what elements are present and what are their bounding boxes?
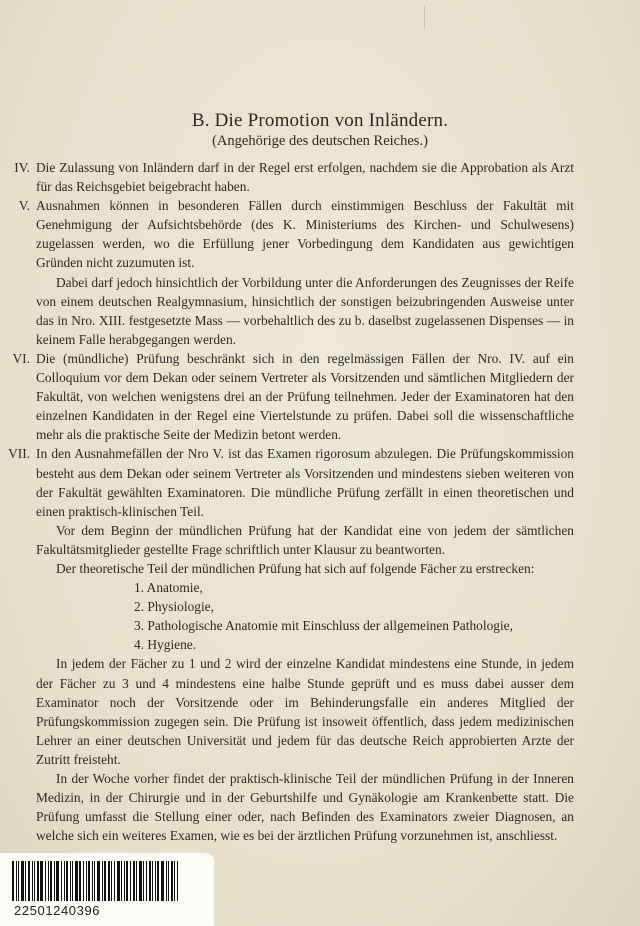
barcode-bar (133, 861, 135, 901)
barcode-bar (117, 861, 120, 901)
barcode-bar (111, 861, 112, 901)
barcode-bar (66, 861, 68, 901)
barcode-bar (21, 861, 24, 901)
barcode-bar (97, 861, 100, 901)
barcode-bar (54, 861, 55, 901)
barcode-bar (70, 861, 71, 901)
barcode-bar (56, 861, 59, 901)
barcode-bar (86, 861, 87, 901)
barcode-bar (130, 861, 131, 901)
list-item: 2. Physiologie, (134, 599, 214, 615)
paragraph-number: IV. (14, 160, 30, 175)
barcode-bar (48, 861, 49, 901)
paragraph-number: VI. (12, 350, 30, 366)
paragraph-vii-subjects (0, 559, 640, 578)
barcode-bar (18, 861, 19, 901)
barcode-bar (61, 861, 62, 901)
section-subtitle: (Angehörige des deutschen Reiches.) (212, 133, 428, 149)
barcode-bar (34, 861, 35, 901)
paragraph-text: In den Ausnahmefällen der Nro V. ist das Examen rigorosum abzulegen. Die Prüfungskommission besteht aus dem Dekan oder seinem Vertreter als Vorsitzenden und mindestens sieben weiteren von der Fakultät gewählten Examinatoren. Die mündliche Prüfung zerfällt in einen theoretischen und einen praktisch-klinischen Teil. (36, 446, 574, 519)
barcode-bar (102, 861, 103, 901)
barcode-bar (94, 861, 95, 901)
barcode-bar (124, 861, 125, 901)
barcode-bar (83, 861, 84, 901)
paragraph-vii-klausur (0, 521, 640, 559)
paragraph-vii (0, 444, 640, 520)
barcode-bar (45, 861, 46, 901)
barcode-bar (32, 861, 33, 901)
barcode-bar (139, 861, 142, 901)
barcode-bar (174, 861, 175, 901)
barcode-number: 22501240396 (14, 903, 101, 918)
paragraph-iv (0, 158, 640, 196)
barcode-bar (146, 861, 147, 901)
barcode-bar (177, 861, 178, 901)
barcode-bar (92, 861, 93, 901)
barcode-bar (72, 861, 73, 901)
library-barcode (0, 853, 214, 926)
paragraph-vi (0, 349, 640, 444)
barcode-bar (75, 861, 78, 901)
paragraph-v-continued (0, 273, 640, 349)
barcode-bar (143, 861, 144, 901)
barcode-bar (152, 861, 153, 901)
barcode-bars (12, 861, 194, 901)
list-item: 1. Anatomie, (134, 580, 203, 596)
paragraph-number: V. (18, 198, 30, 214)
paragraph-text: Vor dem Beginn der mündlichen Prüfung hat der Kandidat eine von jedem der sämtlichen Fakultätsmitglieder gestellte Frage schriftlich unter Klausur zu beantworten. (36, 522, 574, 557)
barcode-bar (168, 861, 169, 901)
paragraph-text: Der theoretische Teil der mündlichen Prüfung hat sich auf folgende Fächer zu erstrecken: (56, 560, 535, 576)
barcode-bar (88, 861, 90, 901)
paragraph-text: Ausnahmen können in besonderen Fällen durch einstimmigen Beschluss der Fakultät mit Genehmigung der Aufsichtsbehörde (des K. Ministeriums des Kirchen- und Schulwesens) zugelassen werden, wo die Erfüllung jener Vorbedingung dem Kandidaten aus gewichtigen Gründen nicht zuzumuten ist. (36, 198, 574, 271)
paragraph-exam-duration (0, 654, 640, 769)
paragraph-clinical (0, 769, 640, 845)
barcode-bar (25, 861, 26, 901)
barcode-bar (28, 861, 30, 901)
barcode-bar (37, 861, 39, 901)
barcode-bar (171, 861, 173, 901)
barcode-bar (136, 861, 137, 901)
barcode-bar (50, 861, 52, 901)
paragraph-text: Die (mündliche) Prüfung beschränkt sich in den regelmässigen Fällen der Nro. IV. auf ein Colloquium vor dem Dekan oder seinem Vertreter als Vorsitzenden und sämtlichen Mitgliedern der Fakultät, von welchen wenigstens drei an der Prüfung teilnehmen. Jeder der Examinatoren hat den einzelnen Kandidaten in der Regel eine Viertelstunde zu prüfen. Dabei soll die wissenschaftliche mehr als die praktische Seite der Medizin betont werden. (36, 350, 574, 443)
paragraph-text: Die Zulassung von Inländern darf in der Regel erst erfolgen, nachdem sie die Approbation als Arzt für das Reichsgebiet beigebracht haben. (36, 160, 574, 195)
list-item: 4. Hygiene. (134, 637, 197, 653)
barcode-bar (40, 861, 43, 901)
barcode-bar (121, 861, 122, 901)
barcode-bar (114, 861, 115, 901)
barcode-bar (126, 861, 128, 901)
document-body (0, 158, 640, 845)
paragraph-number: VII. (8, 446, 30, 462)
barcode-bar (157, 861, 159, 901)
barcode-bar (149, 861, 151, 901)
barcode-bar (161, 861, 164, 901)
barcode-bar (155, 861, 156, 901)
barcode-bar (104, 861, 106, 901)
barcode-bar (64, 861, 65, 901)
barcode-bar (12, 861, 14, 901)
paragraph-text: In jedem der Fächer zu 1 und 2 wird der einzelne Kandidat mindestens eine Stunde, in jedem der Fächer zu 3 und 4 mindestens eine halbe Stunde geprüft und es muss dabei ausser dem Examinator noch der Vorsitzende oder im Behinderungsfalle ein anderes Mitglied der Prüfungskommission zugegen sein. Die Prüfung ist insoweit öffentlich, dass jedem medizinischen Lehrer an einer deutschen Universität und jedem für das deutsche Reich approbierten Arzte der Zutritt freisteht. (36, 656, 574, 767)
page-mark (424, 6, 427, 28)
barcode-bar (108, 861, 110, 901)
paragraph-text: In der Woche vorher findet der praktisch-klinische Teil der mündlichen Prüfung in der Inneren Medizin, in der Chirurgie und in der Geburtshilfe und Gynäkologie am Krankenbette statt. Die Prüfung umfasst die Stellung einer oder, nach Befinden des Examinators zweier Diagnosen, an welche sich ein weiteres Examen, wie es bei der ärztlichen Prüfung vorzunehmen ist, anschliesst. (36, 771, 574, 844)
barcode-bar (166, 861, 167, 901)
barcode-bar (16, 861, 17, 901)
paragraph-v (0, 196, 640, 272)
list-item: 3. Pathologische Anatomie mit Einschluss der allgemeinen Pathologie, (134, 618, 513, 634)
barcode-bar (79, 861, 81, 901)
section-title: B. Die Promotion von Inländern. (191, 110, 449, 131)
paragraph-text: Dabei darf jedoch hinsichtlich der Vorbildung unter die Anforderungen des Zeugnisses der Reife von einem deutschen Realgymnasium, hinsichtlich der sonstigen beizubringenden Ausweise unter das in Nro. XIII. festgesetzte Mass — vorbehaltlich des zu b. daselbst zugelassenen Dispenses — in keinem Falle herabgegangen werden. (36, 274, 574, 347)
subject-list (0, 578, 640, 654)
